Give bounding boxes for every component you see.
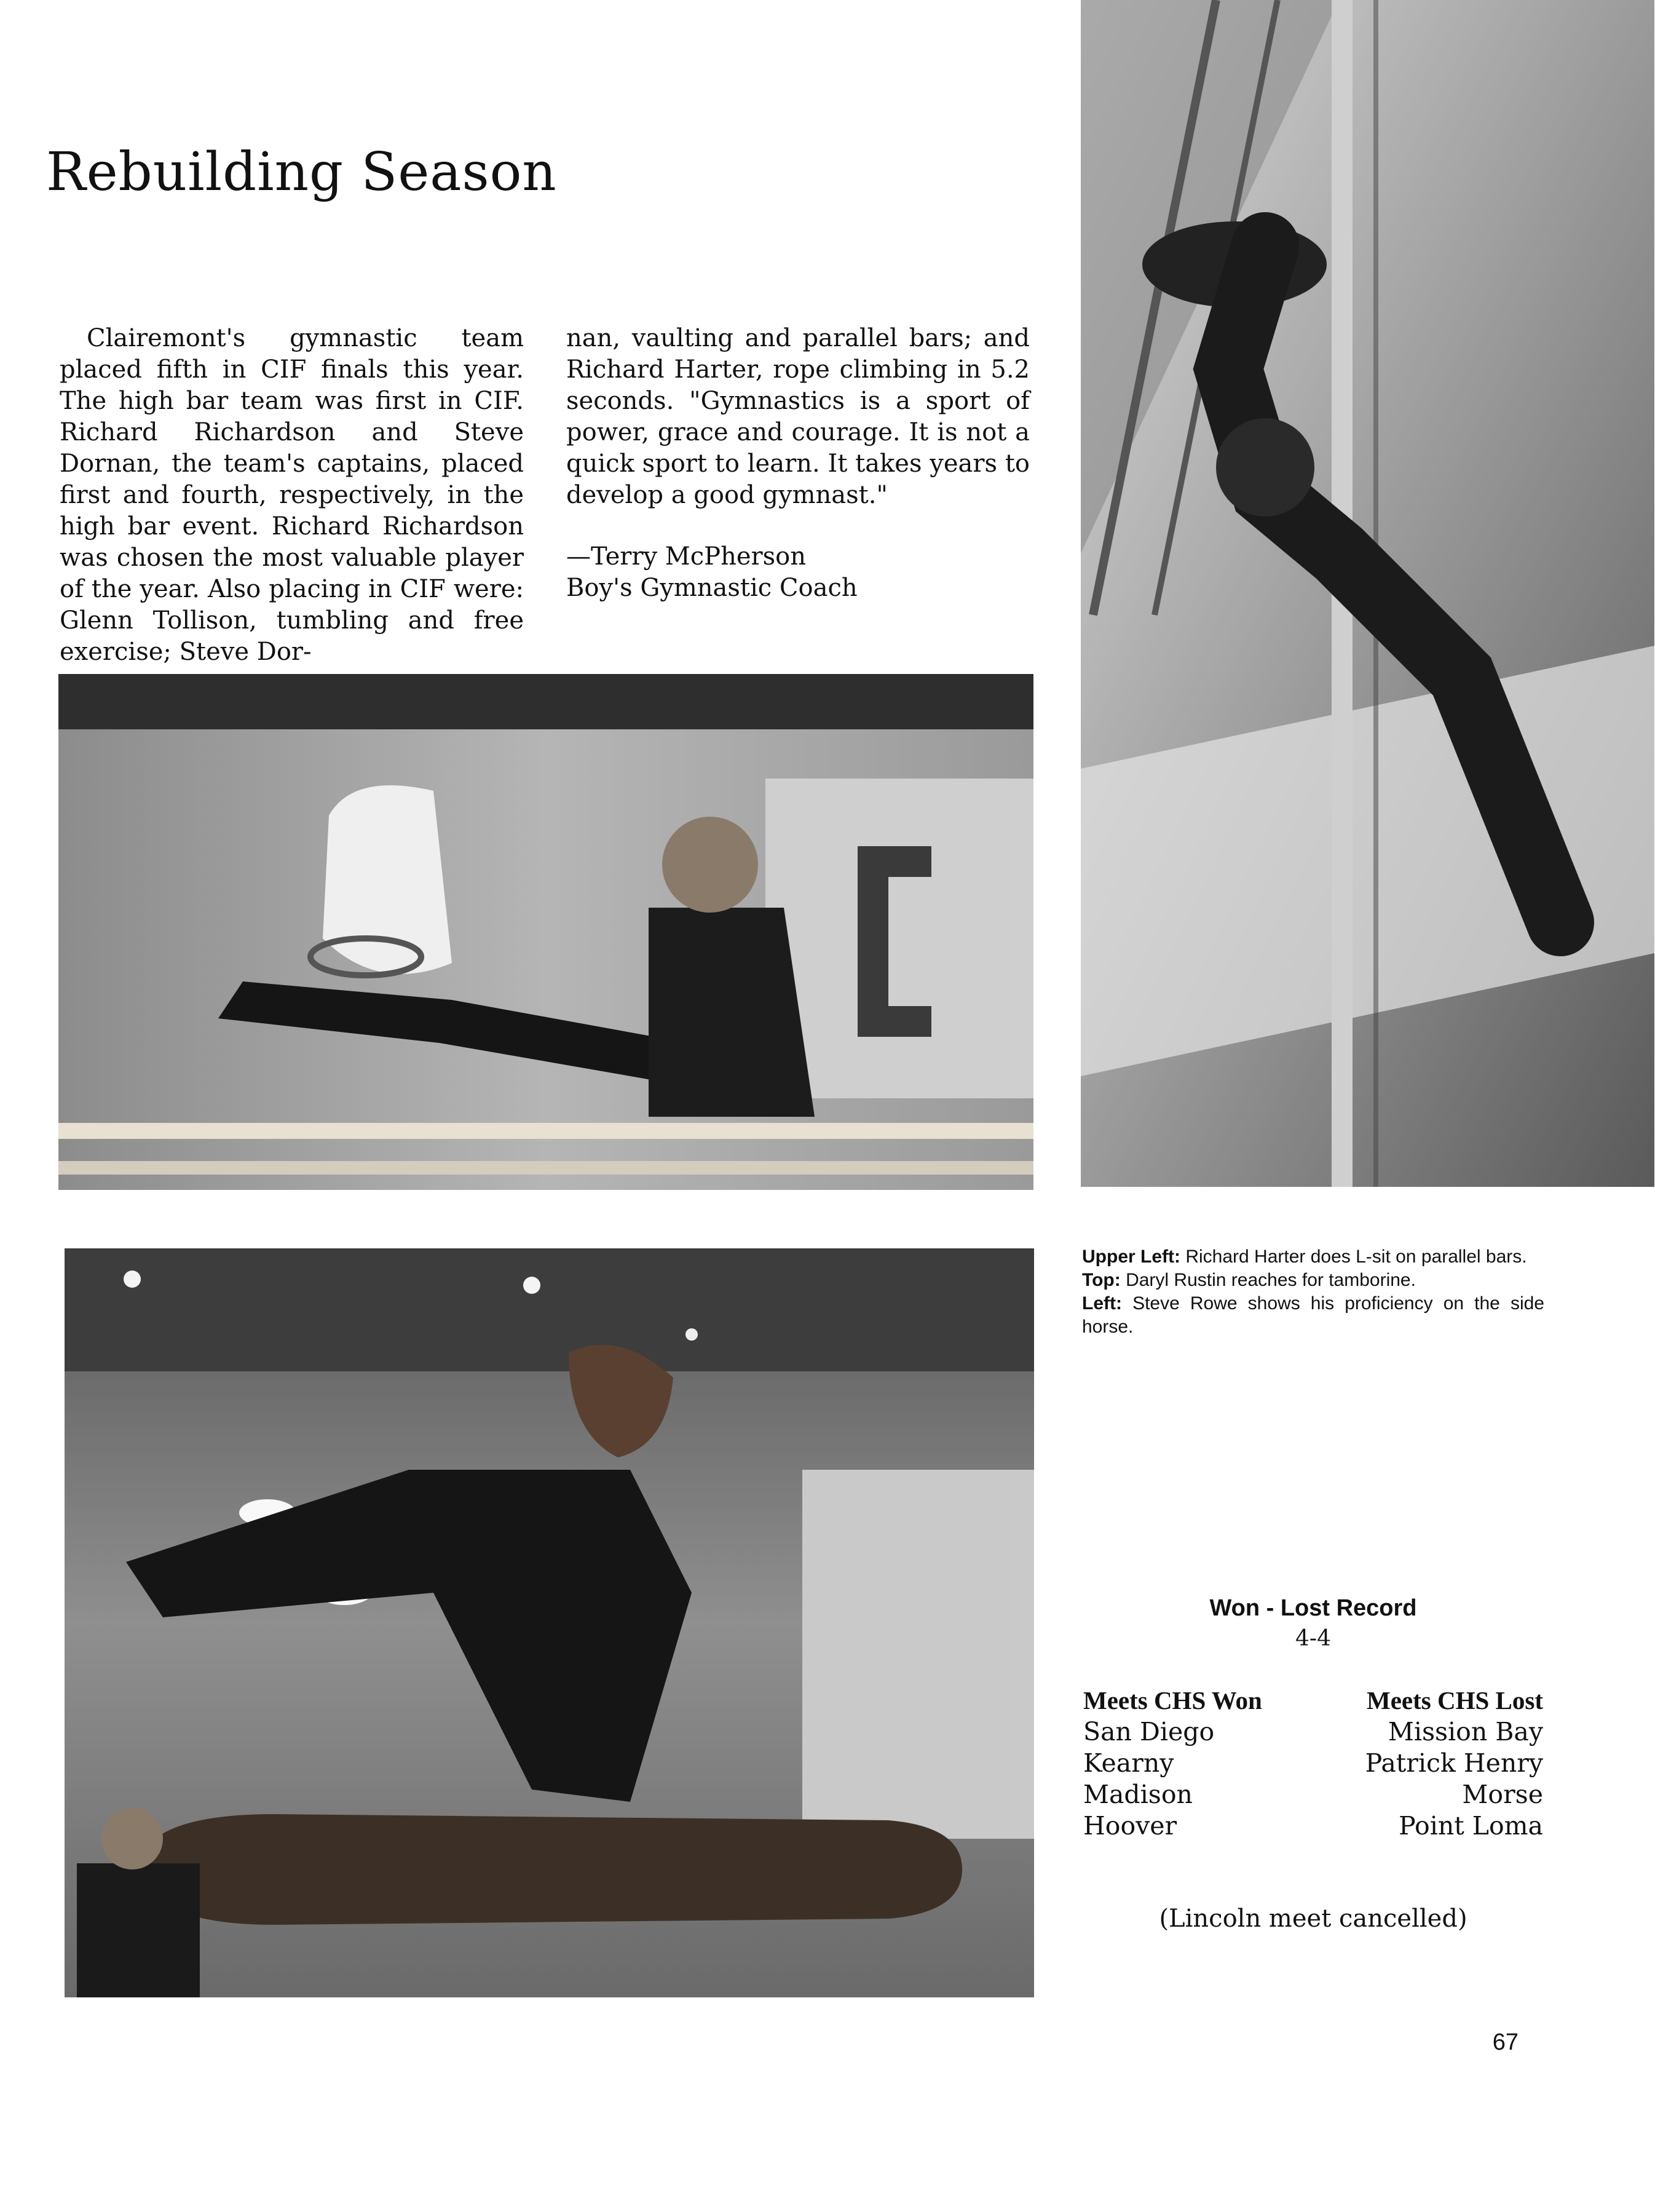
list-item: Morse: [1462, 1780, 1543, 1809]
article-body-left-column: Clairemont's gymnastic team placed fifth in CIF finals this year. The high bar team was first in CIF. Richard Richardson and Steve Dornan, the team's captains, placed first and fourth, respectively, in the high bar event. Richard Richardson was chosen the most valuable player of the year. Also placing in CIF were: Glenn Tollison, tumbling and free exercise; Steve Dor-: [60, 324, 524, 666]
quote-author-role: Boy's Gymnastic Coach: [566, 574, 858, 602]
caption-text: Daryl Rustin reaches for tamborine.: [1120, 1270, 1416, 1290]
caption-label: Left:: [1082, 1293, 1122, 1314]
list-item: San Diego: [1083, 1717, 1215, 1746]
parallel-bars-photo: [58, 674, 1033, 1190]
cancelled-meet-note: (Lincoln meet cancelled): [1159, 1905, 1467, 1933]
list-item: Kearny: [1083, 1748, 1174, 1778]
caption-text: Richard Harter does L-sit on parallel bars.: [1180, 1247, 1527, 1267]
side-horse-photo: [65, 1248, 1034, 1997]
meets-lost-heading: Meets CHS Lost: [1367, 1686, 1543, 1714]
photo-captions: [1082, 1245, 1544, 1339]
rope-climb-photo: [1081, 0, 1654, 1187]
caption-top: [1082, 1269, 1544, 1292]
caption-label: Top:: [1082, 1270, 1121, 1290]
quote-attribution: [566, 541, 1030, 604]
meets-lost-list: [1285, 1685, 1543, 1842]
caption-upper-left: [1082, 1245, 1544, 1269]
caption-label: Upper Left:: [1082, 1247, 1180, 1267]
record-title: Won - Lost Record: [1209, 1595, 1417, 1621]
record-value: 4-4: [1295, 1626, 1331, 1651]
meets-won-heading: Meets CHS Won: [1083, 1686, 1262, 1714]
caption-text: Steve Rowe shows his proficiency on the side horse.: [1082, 1293, 1544, 1337]
list-item: Hoover: [1083, 1811, 1177, 1841]
caption-left: [1082, 1292, 1544, 1339]
page-number: 67: [1492, 2029, 1519, 2055]
article-body-right-column: nan, vaulting and parallel bars; and Richard Harter, rope climbing in 5.2 seconds. "Gymnastics is a sport of power, grace and courage. It is not a quick sport to learn. It takes years to develop a good gymnast.": [566, 324, 1030, 509]
list-item: Point Loma: [1399, 1811, 1543, 1841]
quote-author: —Terry McPherson: [566, 542, 806, 571]
list-item: Mission Bay: [1388, 1717, 1543, 1746]
page-title: Rebuilding Season: [46, 141, 557, 203]
list-item: Madison: [1083, 1780, 1193, 1809]
list-item: Patrick Henry: [1365, 1748, 1543, 1778]
